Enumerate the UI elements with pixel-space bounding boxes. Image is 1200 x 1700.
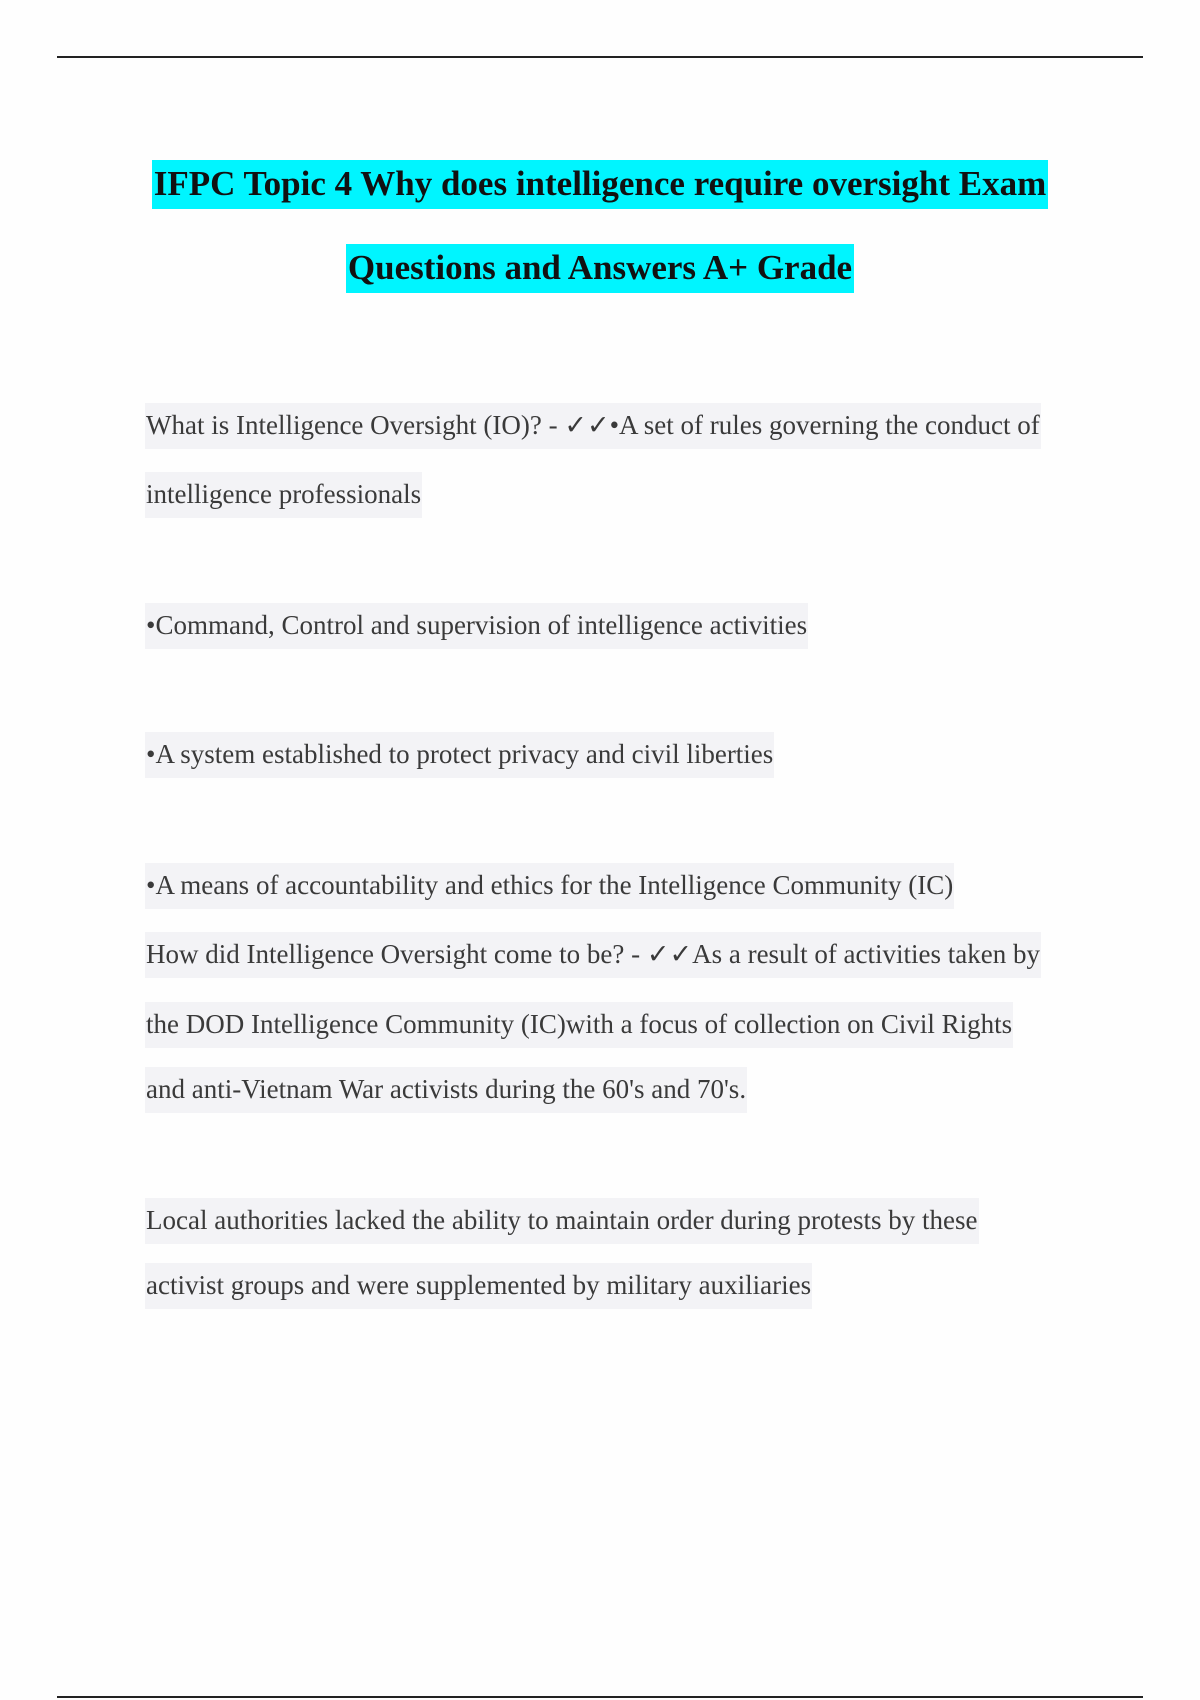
title-line-2: Questions and Answers A+ Grade [346,244,854,293]
text-line: intelligence professionals [145,479,422,510]
text-line: •A means of accountability and ethics for the Intelligence Community (IC) [145,870,954,901]
text-line: activist groups and were supplemented by military auxiliaries [145,1270,812,1301]
text-line: •A system established to protect privacy and civil liberties [145,739,774,770]
text-line: What is Intelligence Oversight (IO)? - ✓✓•A set of rules governing the conduct of [145,410,1041,441]
title-line-1: IFPC Topic 4 Why does intelligence require oversight Exam [152,160,1049,209]
document-title [0,142,1200,310]
text-line: Local authorities lacked the ability to maintain order during protests by these [145,1205,979,1236]
text-line: •Command, Control and supervision of intelligence activities [145,610,808,641]
top-rule [57,56,1143,58]
text-line: and anti-Vietnam War activists during the 60's and 70's. [145,1074,747,1105]
text-line: How did Intelligence Oversight come to be? - ✓✓As a result of activities taken by [145,939,1041,970]
text-line: the DOD Intelligence Community (IC)with a focus of collection on Civil Rights [145,1009,1013,1040]
bottom-rule [57,1696,1143,1698]
